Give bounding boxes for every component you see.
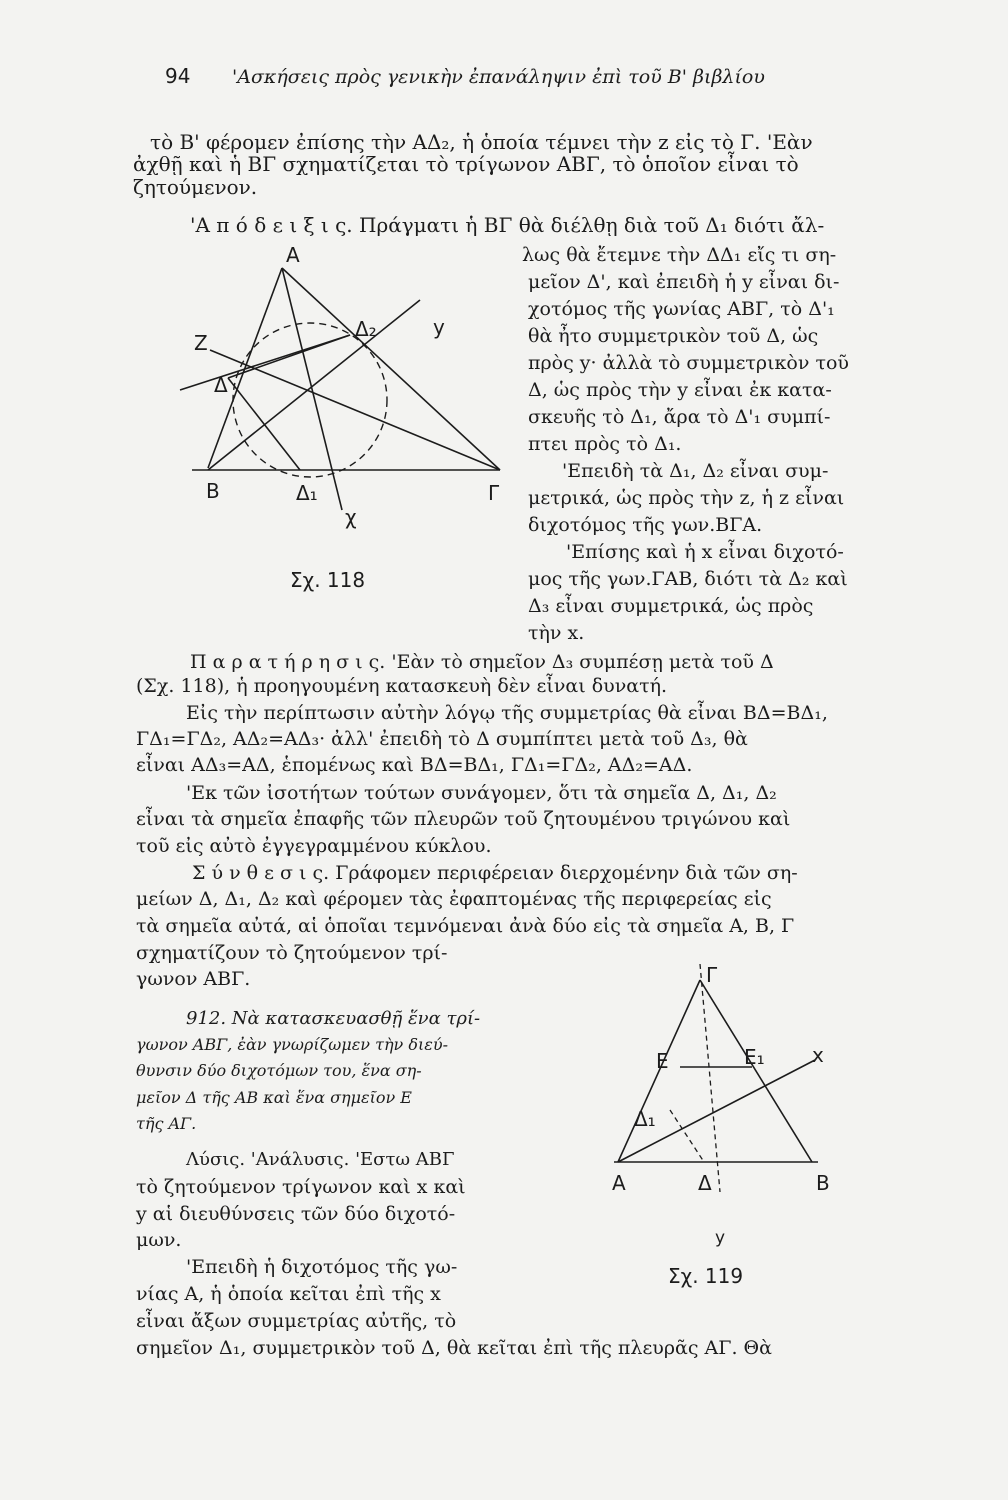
label-x: χ	[345, 505, 357, 529]
running-title: 'Ασκήσεις πρὸς γενικὴν ἐπανάληψιν ἐπὶ τοῦ Β' βιβλίου	[232, 66, 765, 88]
problem-912-line: 912. Νὰ κατασκευασθῇ ἕνα τρί-	[186, 1008, 481, 1029]
intro-line: ζητούμενον.	[133, 175, 258, 199]
line-d-d1	[228, 378, 300, 470]
solution-line: τὸ ζητούμενον τρίγωνον καὶ x καὶ	[136, 1176, 466, 1198]
body-line: σχηματίζουν τὸ ζητούμενον τρί-	[136, 942, 448, 964]
label-x: x	[812, 1043, 824, 1067]
body-line: τοῦ εἰς αὐτὸ ἐγγεγραμμένου κύκλου.	[136, 835, 492, 857]
label-G: Γ	[706, 963, 718, 987]
line-y-bisector	[208, 300, 420, 470]
proof-heading-line: 'Α π ό δ ε ι ξ ι ς. Πράγματι ἡ ΒΓ θὰ διέλθῃ διὰ τοῦ Δ₁ διότι ἄλ-	[190, 213, 825, 237]
label-A: A	[612, 1171, 626, 1195]
body-line: Σ ύ ν θ ε σ ι ς. Γράφομεν περιφέρειαν διερχομένην διὰ τῶν ση-	[192, 862, 798, 884]
label-D2: Δ₂	[355, 317, 377, 341]
right-column-line: πτει πρὸς τὸ Δ₁.	[528, 433, 682, 455]
solution-line: y αἱ διευθύνσεις τῶν δύο διχοτό-	[136, 1203, 456, 1225]
problem-912-line: τῆς ΑΓ.	[136, 1114, 197, 1133]
solution-line: 'Επειδὴ ἡ διχοτόμος τῆς γω-	[186, 1256, 458, 1278]
label-D: Δ	[698, 1171, 712, 1195]
body-line: μείων Δ, Δ₁, Δ₂ καὶ φέρομεν τὰς ἐφαπτομένας τῆς περιφερείας εἰς	[136, 888, 772, 910]
label-B: B	[206, 479, 220, 503]
label-y: y	[433, 315, 445, 339]
problem-912-line: μεῖον Δ τῆς ΑΒ καὶ ἕνα σημεῖον Ε	[136, 1088, 412, 1107]
body-line: τὰ σημεῖα αὐτά, αἱ ὁποῖαι τεμνόμεναι ἀνὰ δύο εἰς τὰ σημεῖα Α, Β, Γ	[136, 915, 795, 937]
solution-line: εἶναι ἄξων συμμετρίας αὐτῆς, τὸ	[136, 1310, 457, 1332]
right-column-line: χοτόμος τῆς γωνίας ΑΒΓ, τὸ Δ'₁	[528, 298, 835, 320]
label-D1: Δ₁	[634, 1107, 656, 1131]
label-B: B	[816, 1171, 830, 1195]
solution-line: νίας Α, ἡ ὁποία κεῖται ἐπὶ τῆς x	[136, 1283, 441, 1305]
right-column-line: Δ, ὡς πρὸς τὴν y εἶναι ἐκ κατα-	[528, 379, 832, 401]
solution-line: μων.	[136, 1229, 182, 1251]
body-line: εἶναι τὰ σημεῖα ἐπαφῆς τῶν πλευρῶν τοῦ ζητουμένου τριγώνου καὶ	[136, 808, 791, 830]
line-y-dashed	[700, 964, 720, 1192]
figure-118	[150, 240, 525, 550]
figure-119-caption: Σχ. 119	[668, 1264, 744, 1288]
right-column-line: διχοτόμος τῆς γων.ΒΓΑ.	[528, 514, 763, 536]
right-column-line: 'Επίσης καὶ ἡ x εἶναι διχοτό-	[566, 541, 844, 563]
right-column-line: σκευῆς τὸ Δ₁, ἄρα τὸ Δ'₁ συμπί-	[528, 406, 831, 428]
body-line: 'Εκ τῶν ἰσοτήτων τούτων συνάγομεν, ὅτι τὰ σημεῖα Δ, Δ₁, Δ₂	[186, 782, 777, 804]
label-G: Γ	[488, 481, 500, 505]
body-line: εἶναι ΑΔ₃=ΑΔ, ἑπομένως καὶ ΒΔ=ΒΔ₁, ΓΔ₁=ΓΔ₂, ΑΔ₂=ΑΔ.	[136, 754, 693, 776]
intro-line: τὸ Β' φέρομεν ἐπίσης τὴν ΑΔ₂, ἡ ὁποία τέμνει τὴν z εἰς τὸ Γ. 'Εὰν	[150, 130, 813, 154]
line-d-d1-dashed	[670, 1110, 704, 1162]
problem-912-line: θυνσιν δύο διχοτόμων του, ἕνα ση-	[136, 1061, 422, 1080]
body-line: Π α ρ α τ ή ρ η σ ι ς. 'Εὰν τὸ σημεῖον Δ₃ συμπέσῃ μετὰ τοῦ Δ	[190, 651, 774, 673]
label-A: A	[286, 243, 300, 267]
solution-line: σημεῖον Δ₁, συμμετρικὸν τοῦ Δ, θὰ κεῖται ἐπὶ τῆς πλευρᾶς ΑΓ. Θὰ	[136, 1337, 772, 1359]
label-E: E	[656, 1049, 669, 1073]
right-column-line: τὴν x.	[528, 622, 585, 644]
right-column-line: Δ₃ εἶναι συμμετρικά, ὡς πρὸς	[528, 595, 814, 617]
body-line: γωνον ΑΒΓ.	[136, 968, 251, 990]
right-column-line: μος τῆς γων.ΓΑΒ, διότι τὰ Δ₂ καὶ	[528, 568, 848, 590]
body-line: Εἰς τὴν περίπτωσιν αὐτὴν λόγῳ τῆς συμμετρίας θὰ εἶναι ΒΔ=ΒΔ₁,	[186, 702, 828, 724]
body-line: (Σχ. 118), ἡ προηγουμένη κατασκευὴ δὲν εἶναι δυνατή.	[136, 675, 668, 697]
figure-118-caption: Σχ. 118	[290, 568, 366, 592]
right-column-line: 'Επειδὴ τὰ Δ₁, Δ₂ εἶναι συμ-	[562, 460, 829, 482]
label-D1: Δ₁	[296, 481, 318, 505]
label-D: Δ	[214, 373, 228, 397]
body-line: ΓΔ₁=ΓΔ₂, ΑΔ₂=ΑΔ₃· ἀλλ' ἐπειδὴ τὸ Δ συμπίπτει μετὰ τοῦ Δ₃, θὰ	[136, 728, 748, 750]
right-column-line: λως θὰ ἔτεμνε τὴν ΔΔ₁ εἴς τι ση-	[522, 244, 837, 266]
label-Z: Z	[194, 331, 208, 355]
label-E1: E₁	[744, 1045, 765, 1069]
line-ba	[208, 268, 282, 468]
figure-119-y-label: y	[715, 1228, 726, 1248]
right-column-line: μεῖον Δ', καὶ ἐπειδὴ ἡ y εἶναι δι-	[528, 271, 840, 293]
right-column-line: πρὸς y· ἀλλὰ τὸ συμμετρικὸν τοῦ	[528, 352, 849, 374]
right-column-line: μετρικά, ὡς πρὸς τὴν z, ἡ z εἶναι	[528, 487, 845, 509]
intro-line: ἀχθῇ καὶ ἡ ΒΓ σχηματίζεται τὸ τρίγωνον ΑΒΓ, τὸ ὁποῖον εἶναι τὸ	[133, 152, 799, 176]
right-column-line: θὰ ἦτο συμμετρικὸν τοῦ Δ, ὡς	[528, 325, 819, 347]
page-number: 94	[165, 64, 191, 88]
inscribed-circle-dashed	[233, 323, 387, 477]
line-ag	[282, 268, 500, 470]
problem-912-line: γωνον ΑΒΓ, ἐὰν γνωρίζωμεν τὴν διεύ-	[136, 1035, 448, 1054]
solution-line: Λύσις. 'Ανάλυσις. 'Εστω ΑΒΓ	[186, 1149, 455, 1170]
figure-119	[600, 960, 840, 1200]
